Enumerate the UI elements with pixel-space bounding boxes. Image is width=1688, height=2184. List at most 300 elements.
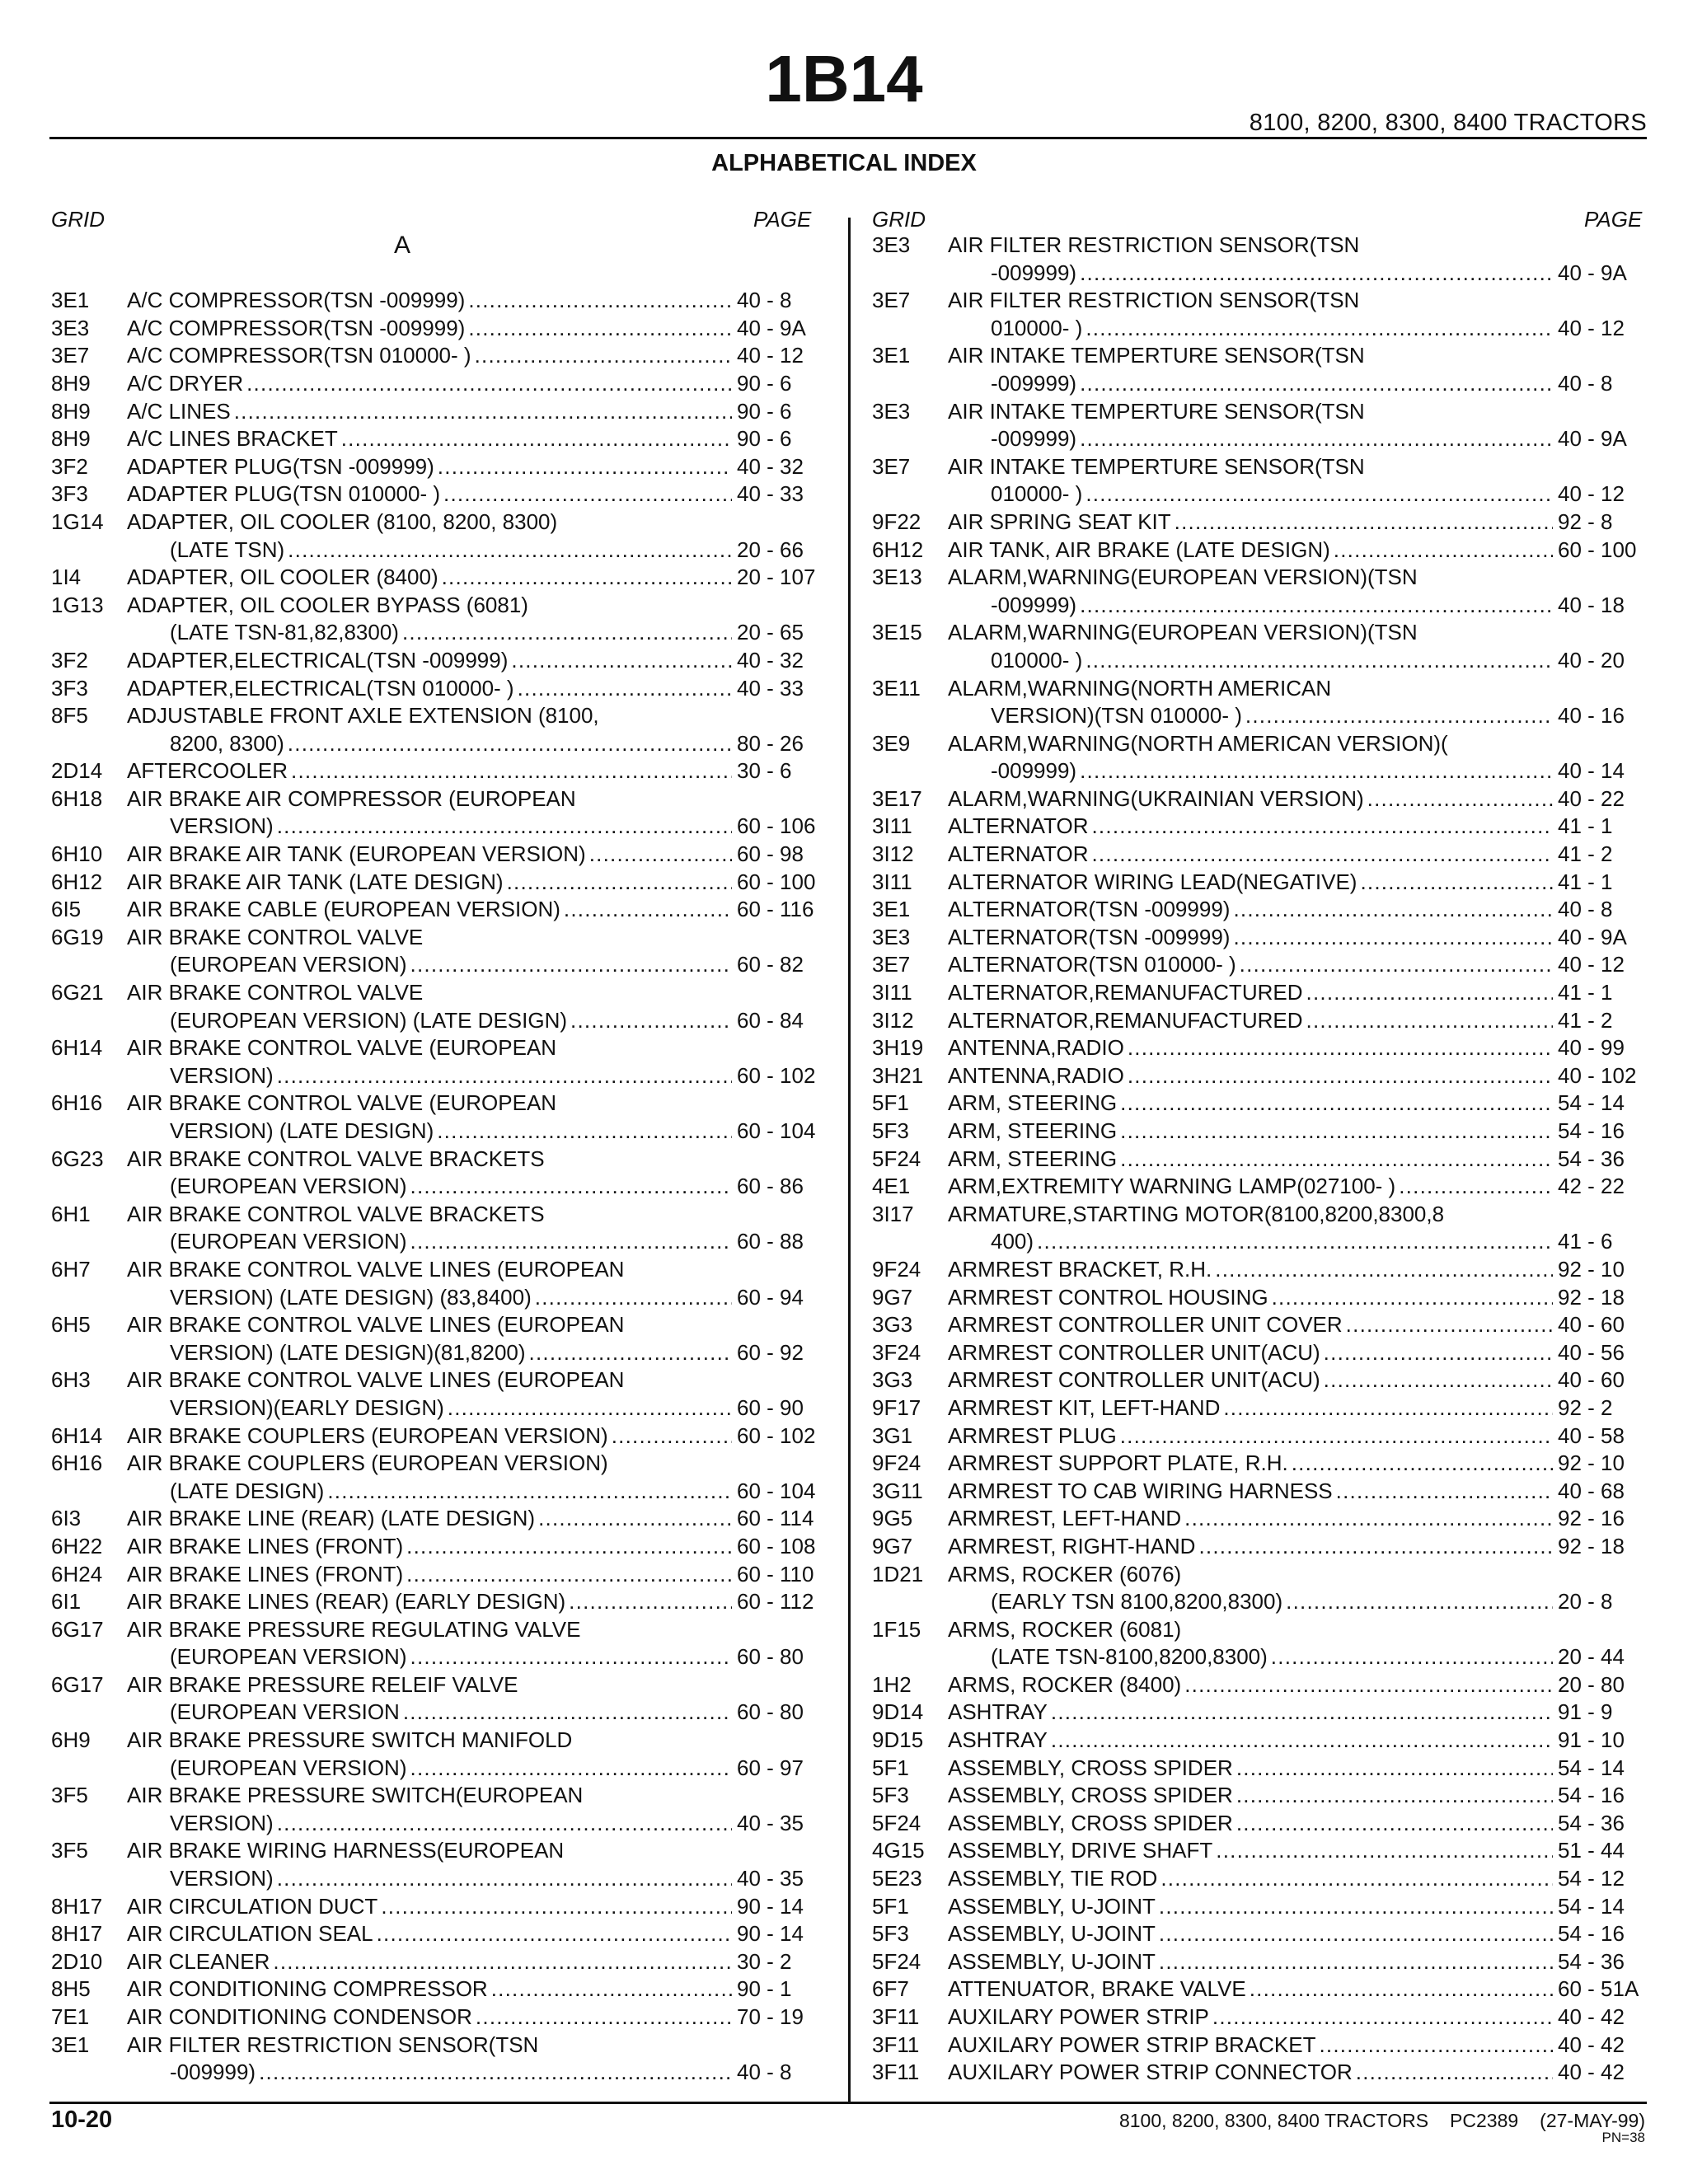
dot-leader <box>1272 1284 1553 1312</box>
index-entry-line <box>51 398 826 426</box>
grid-ref: 4G15 <box>872 1838 925 1863</box>
index-entry-line <box>872 1228 1647 1256</box>
page-ref: 51 - 44 <box>1558 1838 1625 1863</box>
dot-leader <box>1233 924 1553 952</box>
part-description <box>127 453 737 481</box>
dot-leader <box>1250 1975 1553 2004</box>
index-entry <box>51 702 826 757</box>
part-description <box>948 1810 1558 1838</box>
part-description <box>948 1755 1558 1783</box>
index-entry <box>51 1782 826 1837</box>
part-description <box>127 1948 737 1976</box>
grid-ref: 3E7 <box>872 952 911 977</box>
page-ref: 40 - 42 <box>1558 2060 1625 2085</box>
index-entry-line <box>51 1782 826 1810</box>
part-description <box>127 896 737 924</box>
page-ref: 40 - 58 <box>1558 1422 1625 1448</box>
page-ref: 40 - 35 <box>737 1866 804 1891</box>
grid-ref: 3E3 <box>872 232 911 257</box>
index-entry-line <box>872 1422 1647 1451</box>
part-description <box>127 1339 737 1367</box>
dot-leader <box>277 1810 732 1838</box>
description-text: AIR BRAKE CONTROL VALVE <box>127 924 424 949</box>
part-description <box>127 869 737 897</box>
page-ref: 60 - 108 <box>737 1533 816 1558</box>
page-ref: 60 - 104 <box>737 1478 816 1503</box>
index-entry <box>872 1007 1647 1035</box>
index-entry-line <box>51 564 826 592</box>
description-text: (EUROPEAN VERSION) <box>170 952 407 977</box>
dot-leader <box>1080 370 1553 398</box>
footer-date: (27-MAY-99) <box>1540 2110 1645 2131</box>
index-entry <box>51 1920 826 1948</box>
grid-ref: 1F15 <box>872 1616 921 1642</box>
index-entry-line <box>872 869 1647 897</box>
part-description <box>948 509 1558 537</box>
index-entry-line <box>51 1366 826 1394</box>
index-entry-line <box>872 1366 1647 1394</box>
index-entry-line <box>872 1339 1647 1367</box>
page-ref: 54 - 14 <box>1558 1755 1625 1780</box>
dot-leader <box>529 1339 732 1367</box>
dot-leader <box>1120 1090 1553 1118</box>
grid-ref: 5F3 <box>872 1118 909 1143</box>
description-text: ARMREST CONTROLLER UNIT COVER <box>948 1312 1343 1338</box>
grid-ref: 1G14 <box>51 509 104 534</box>
description-text: VERSION) <box>170 1062 274 1088</box>
grid-ref: 9F24 <box>872 1256 921 1282</box>
index-entry-line <box>872 1450 1647 1478</box>
page-ref: 40 - 102 <box>1558 1062 1637 1088</box>
page-ref: 60 - 90 <box>737 1394 804 1420</box>
page-ref: 60 - 97 <box>737 1755 804 1780</box>
part-description <box>127 951 737 979</box>
index-entry-line <box>51 1284 826 1312</box>
index-entry <box>51 869 826 897</box>
index-entry-line <box>872 1782 1647 1810</box>
dot-leader <box>448 1394 732 1422</box>
description-text: VERSION) <box>170 813 274 839</box>
index-entry <box>51 1975 826 2004</box>
page-ref: 54 - 14 <box>1558 1090 1625 1116</box>
index-entry <box>51 979 826 1034</box>
index-entry-line <box>872 1007 1647 1035</box>
part-description <box>948 869 1558 897</box>
part-description <box>127 1671 737 1699</box>
page-ref: 92 - 18 <box>1558 1284 1625 1310</box>
grid-ref: 3G1 <box>872 1422 913 1448</box>
index-entry-line <box>51 1034 826 1062</box>
index-entry <box>51 425 826 453</box>
dot-leader <box>1198 1533 1553 1561</box>
grid-ref: 9F17 <box>872 1394 921 1420</box>
index-entry-line <box>872 647 1647 675</box>
index-entry-line <box>872 537 1647 565</box>
index-entry-line <box>51 315 826 343</box>
part-description <box>948 841 1558 869</box>
description-text: ANTENNA,RADIO <box>948 1035 1124 1061</box>
description-text: ASSEMBLY, U-JOINT <box>948 1921 1156 1947</box>
index-entry-line <box>872 509 1647 537</box>
description-text: ALTERNATOR WIRING LEAD(NEGATIVE) <box>948 869 1357 894</box>
header-models: 8100, 8200, 8300, 8400 TRACTORS <box>1249 110 1647 136</box>
part-description <box>948 757 1558 785</box>
dot-leader <box>1334 537 1553 565</box>
index-entry-line <box>51 1837 826 1865</box>
description-text: ALTERNATOR <box>948 841 1089 867</box>
description-text: AIR BRAKE PRESSURE SWITCH(EUROPEAN <box>127 1783 584 1808</box>
page-ref: 60 - 51A <box>1558 1976 1639 2002</box>
dot-leader <box>1128 1062 1553 1090</box>
dot-leader <box>535 1284 732 1312</box>
index-entry <box>872 1146 1647 1174</box>
part-description <box>948 2059 1558 2087</box>
part-description <box>948 453 1558 481</box>
part-description <box>127 564 737 592</box>
page-ref: 54 - 36 <box>1558 1948 1625 1974</box>
description-text: 400) <box>991 1229 1034 1254</box>
description-text: AIR BRAKE LINE (REAR) (LATE DESIGN) <box>127 1506 536 1531</box>
index-entry-line <box>51 896 826 924</box>
grid-ref: 3E13 <box>872 565 922 590</box>
index-entry-line <box>872 1616 1647 1644</box>
page-ref: 60 - 88 <box>737 1229 804 1254</box>
index-entry <box>872 1810 1647 1838</box>
description-text: ARMATURE,STARTING MOTOR(8100,8200,8300,8 <box>948 1201 1445 1226</box>
page-ref: 20 - 80 <box>1558 1671 1625 1697</box>
page-ref: 40 - 35 <box>737 1810 804 1835</box>
description-text: ARMREST PLUG <box>948 1422 1117 1448</box>
grid-ref: 5F24 <box>872 1948 921 1974</box>
grid-ref: 6G17 <box>51 1671 104 1697</box>
index-entry-line <box>51 1394 826 1422</box>
index-entry-line <box>872 1588 1647 1616</box>
description-text: ARMREST KIT, LEFT-HAND <box>948 1394 1221 1420</box>
index-entry-line <box>872 619 1647 647</box>
index-entry-line <box>872 370 1647 398</box>
part-description <box>127 841 737 869</box>
part-description <box>127 1920 737 1948</box>
description-text: AIR BRAKE COUPLERS (EUROPEAN VERSION) <box>127 1451 608 1476</box>
page-ref: 60 - 84 <box>737 1007 804 1033</box>
description-text: ARMS, ROCKER (8400) <box>948 1671 1182 1697</box>
grid-ref: 6G17 <box>51 1616 104 1642</box>
index-entry-line <box>872 1533 1647 1561</box>
grid-ref: 6H3 <box>51 1367 91 1393</box>
index-entry-line <box>51 1616 826 1644</box>
description-text: AIR INTAKE TEMPERTURE SENSOR(TSN <box>948 398 1365 424</box>
index-entry <box>872 537 1647 565</box>
page-ref: 92 - 10 <box>1558 1451 1625 1476</box>
index-entry-line <box>51 509 826 537</box>
page-ref: 40 - 60 <box>1558 1312 1625 1338</box>
description-text: ASSEMBLY, CROSS SPIDER <box>948 1810 1233 1835</box>
part-description <box>127 2004 737 2032</box>
dot-leader <box>1159 1893 1553 1921</box>
part-description <box>127 2059 737 2087</box>
dot-leader <box>403 1699 732 1727</box>
index-entry <box>872 1671 1647 1699</box>
grid-ref: 6I1 <box>51 1589 82 1615</box>
index-entry-line <box>872 1173 1647 1201</box>
part-description <box>127 425 737 453</box>
left-index-column <box>51 232 826 2087</box>
index-entry-line <box>872 1505 1647 1533</box>
description-text: AIR BRAKE CONTROL VALVE BRACKETS <box>127 1146 545 1171</box>
dot-leader <box>511 647 732 675</box>
description-text: VERSION) (LATE DESIGN) <box>170 1118 434 1143</box>
index-entry <box>872 1256 1647 1284</box>
description-text: ALTERNATOR(TSN -009999) <box>948 897 1231 922</box>
footer-catalog: PC2389 <box>1450 2110 1519 2131</box>
page-ref: 54 - 12 <box>1558 1866 1625 1891</box>
grid-ref: 3I12 <box>872 1007 914 1033</box>
page-ref: 60 - 106 <box>737 813 816 839</box>
part-description <box>127 979 737 1007</box>
page-ref: 70 - 19 <box>737 2004 804 2029</box>
description-text: ARMS, ROCKER (6081) <box>948 1616 1182 1642</box>
description-text: A/C DRYER <box>127 370 244 396</box>
page-ref: 20 - 66 <box>737 537 804 562</box>
dot-leader <box>468 315 732 343</box>
grid-ref: 6H1 <box>51 1201 91 1226</box>
part-description <box>948 1478 1558 1506</box>
part-description <box>948 1450 1558 1478</box>
dot-leader <box>1324 1366 1553 1394</box>
index-entry-line <box>51 1948 826 1976</box>
page-ref: 60 - 110 <box>737 1561 814 1586</box>
index-entry-line <box>872 1837 1647 1865</box>
dot-leader <box>1212 2004 1553 2032</box>
page-ref: 40 - 33 <box>737 481 804 507</box>
page-ref: 54 - 36 <box>1558 1810 1625 1835</box>
part-description <box>948 592 1558 620</box>
grid-ref: 4E1 <box>872 1174 911 1199</box>
description-text: ALARM,WARNING(NORTH AMERICAN <box>948 675 1332 701</box>
page-ref: 54 - 14 <box>1558 1893 1625 1919</box>
grid-ref: 9F22 <box>872 509 921 534</box>
index-entry-line <box>872 1146 1647 1174</box>
index-entry-line <box>872 398 1647 426</box>
page-ref: 60 - 80 <box>737 1644 804 1670</box>
index-entry <box>872 232 1647 287</box>
part-description <box>948 1561 1558 1589</box>
dot-leader <box>410 1228 733 1256</box>
part-description <box>127 647 737 675</box>
grid-ref: 3E9 <box>872 730 911 756</box>
index-entry <box>51 1893 826 1921</box>
part-description <box>127 1893 737 1921</box>
index-entry-line <box>51 1118 826 1146</box>
page-ref: 41 - 1 <box>1558 980 1613 1005</box>
part-description <box>948 1727 1558 1755</box>
index-entry-line <box>872 813 1647 841</box>
part-description <box>948 1948 1558 1976</box>
description-text: VERSION)(EARLY DESIGN) <box>170 1394 444 1420</box>
index-entry-line <box>51 730 826 758</box>
description-text: ADAPTER,ELECTRICAL(TSN -009999) <box>127 647 509 673</box>
index-entry-line <box>51 1090 826 1118</box>
grid-ref: 6H14 <box>51 1035 103 1061</box>
index-entry-line <box>51 1975 826 2004</box>
description-text: ASSEMBLY, TIE ROD <box>948 1866 1158 1891</box>
grid-ref: 3F3 <box>51 675 88 701</box>
description-text: ADJUSTABLE FRONT AXLE EXTENSION (8100, <box>127 703 599 729</box>
dot-leader <box>1120 1118 1553 1146</box>
dot-leader <box>1085 315 1553 343</box>
dot-leader <box>234 398 732 426</box>
description-text: ALARM,WARNING(NORTH AMERICAN VERSION)( <box>948 730 1448 756</box>
description-text: (EUROPEAN VERSION) <box>170 1755 407 1780</box>
page-ref: 90 - 14 <box>737 1921 804 1947</box>
description-text: AIR FILTER RESTRICTION SENSOR(TSN <box>127 2032 539 2057</box>
grid-ref: 9F24 <box>872 1451 921 1476</box>
dot-leader <box>1223 1394 1553 1422</box>
grid-ref: 6H18 <box>51 785 103 811</box>
index-entry <box>872 869 1647 897</box>
page-ref: 20 - 8 <box>1558 1589 1613 1615</box>
description-text: AIR TANK, AIR BRAKE (LATE DESIGN) <box>948 537 1330 562</box>
dot-leader <box>1360 869 1553 897</box>
index-entry-line <box>51 2004 826 2032</box>
right-page-header: PAGE <box>1584 207 1643 232</box>
footer-info <box>1119 2110 1645 2131</box>
index-entry <box>872 1755 1647 1783</box>
description-text: AIR FILTER RESTRICTION SENSOR(TSN <box>948 232 1360 257</box>
dot-leader <box>1240 951 1553 979</box>
right-index-column <box>872 232 1647 2087</box>
index-entry <box>51 1533 826 1561</box>
part-description <box>127 924 737 952</box>
dot-leader <box>1159 1948 1553 1976</box>
grid-ref: 6H22 <box>51 1533 103 1558</box>
index-entry-line <box>51 785 826 813</box>
grid-ref: 3F11 <box>872 2060 920 2085</box>
dot-leader <box>341 425 732 453</box>
index-entry <box>872 730 1647 785</box>
part-description <box>127 1450 737 1478</box>
index-entry-line <box>51 1256 826 1284</box>
column-divider <box>848 218 851 2102</box>
description-text: ALARM,WARNING(EUROPEAN VERSION)(TSN <box>948 565 1418 590</box>
description-text: AIR FILTER RESTRICTION SENSOR(TSN <box>948 288 1360 313</box>
page-ref: 60 - 100 <box>737 869 816 894</box>
description-text: AUXILARY POWER STRIP <box>948 2004 1209 2029</box>
dot-leader <box>491 1975 732 2004</box>
page-ref: 54 - 16 <box>1558 1783 1625 1808</box>
description-text: ASHTRAY <box>948 1699 1048 1725</box>
dot-leader <box>1233 896 1553 924</box>
index-entry <box>872 453 1647 509</box>
page-ref: 92 - 2 <box>1558 1394 1613 1420</box>
part-description <box>127 1478 737 1506</box>
part-description <box>948 1284 1558 1312</box>
description-text: AUXILARY POWER STRIP CONNECTOR <box>948 2060 1353 2085</box>
grid-ref: 3E7 <box>872 288 911 313</box>
grid-ref: 3E3 <box>51 315 90 340</box>
index-entry-line <box>51 1755 826 1783</box>
index-entry <box>51 315 826 343</box>
index-entry <box>51 1948 826 1976</box>
dot-leader <box>1051 1727 1553 1755</box>
part-description <box>948 425 1558 453</box>
grid-ref: 5F3 <box>872 1921 909 1947</box>
part-description <box>127 1865 737 1893</box>
grid-ref: 6H7 <box>51 1256 91 1282</box>
description-text: ARMREST CONTROLLER UNIT(ACU) <box>948 1367 1320 1393</box>
page-ref: 60 - 80 <box>737 1699 804 1725</box>
grid-ref: 8H9 <box>51 426 91 452</box>
index-entry <box>872 1533 1647 1561</box>
description-text: (LATE TSN) <box>170 537 285 562</box>
index-title: ALPHABETICAL INDEX <box>711 150 977 176</box>
page-ref: 92 - 8 <box>1558 509 1613 534</box>
description-text: ASSEMBLY, U-JOINT <box>948 1893 1156 1919</box>
part-description <box>127 1228 737 1256</box>
part-description <box>948 979 1558 1007</box>
grid-ref: 3E11 <box>872 675 921 701</box>
page-ref: 40 - 8 <box>737 288 792 313</box>
index-entry-line <box>51 1173 826 1201</box>
description-text: 010000- ) <box>991 481 1083 507</box>
dot-leader <box>538 1505 732 1533</box>
part-description <box>948 1643 1558 1671</box>
description-text: ASHTRAY <box>948 1727 1048 1753</box>
part-description <box>127 315 737 343</box>
left-page-header: PAGE <box>753 207 812 232</box>
grid-ref: 9G7 <box>872 1533 913 1558</box>
description-text: ARMREST TO CAB WIRING HARNESS <box>948 1478 1333 1503</box>
description-text: ADAPTER PLUG(TSN 010000- ) <box>127 481 441 507</box>
page-ref: 90 - 1 <box>737 1976 792 2002</box>
index-entry <box>872 1865 1647 1893</box>
page-ref: 30 - 2 <box>737 1948 792 1974</box>
dot-leader <box>277 1062 732 1090</box>
part-description <box>127 1034 737 1062</box>
description-text: (LATE DESIGN) <box>170 1478 325 1503</box>
dot-leader <box>1271 1643 1553 1671</box>
part-description <box>948 287 1558 315</box>
dot-leader <box>1159 1920 1553 1948</box>
dot-leader <box>277 1865 732 1893</box>
description-text: A/C COMPRESSOR(TSN -009999) <box>127 288 466 313</box>
index-entry <box>51 924 826 979</box>
description-text: ALTERNATOR <box>948 813 1089 839</box>
index-entry <box>51 342 826 370</box>
index-entry <box>51 1505 826 1533</box>
page-ref: 40 - 42 <box>1558 2032 1625 2057</box>
page-ref: 40 - 14 <box>1558 758 1625 784</box>
index-entry-line <box>872 315 1647 343</box>
index-entry <box>51 2004 826 2032</box>
index-entry <box>872 1837 1647 1865</box>
grid-ref: 3G11 <box>872 1478 923 1503</box>
description-text: A/C COMPRESSOR(TSN 010000- ) <box>127 343 471 368</box>
grid-ref: 3H21 <box>872 1062 924 1088</box>
part-description <box>948 480 1558 509</box>
page-ref: 40 - 12 <box>1558 315 1625 340</box>
grid-ref: 3G3 <box>872 1312 913 1338</box>
index-entry-line <box>872 453 1647 481</box>
dot-leader <box>1091 841 1553 869</box>
description-text: ARM, STEERING <box>948 1146 1118 1171</box>
index-entry-line <box>872 924 1647 952</box>
page-ref: 60 - 102 <box>737 1062 816 1088</box>
page-ref: 54 - 16 <box>1558 1118 1625 1143</box>
dot-leader <box>1286 1588 1553 1616</box>
dot-leader <box>612 1422 732 1451</box>
part-description <box>127 398 737 426</box>
